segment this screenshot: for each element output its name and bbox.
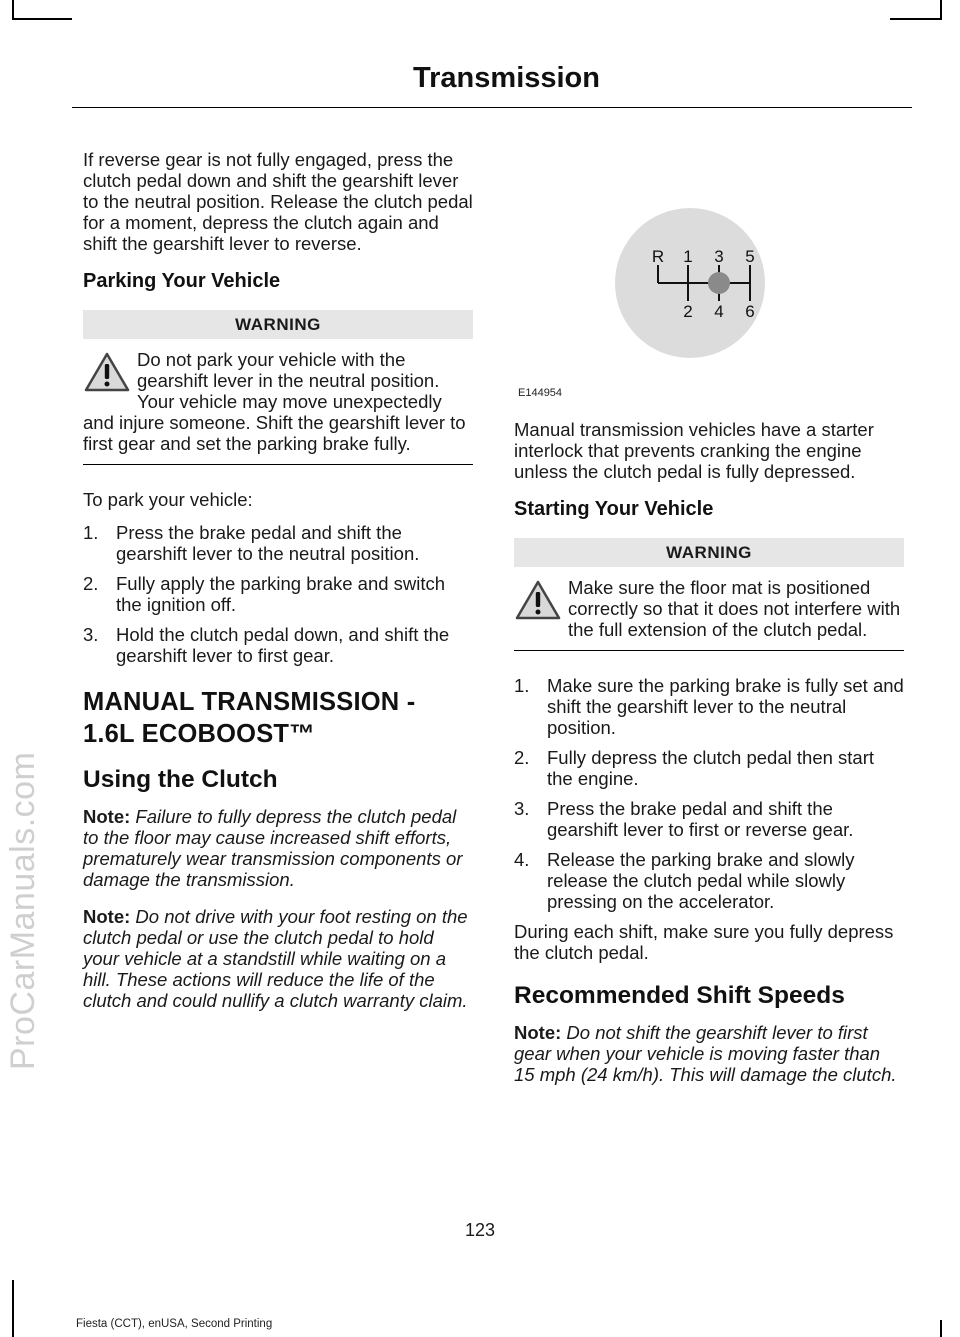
warning-text: Do not park your vehicle with the gearshift lever in the neutral position. Your vehicle may move unexpectedly and injure someone. Shift the gearshift lever to first gear and set the parking brake fully. [83,349,466,454]
crop-mark [890,18,942,20]
list-item: 4. Release the parking brake and slowly release the clutch pedal while slowly pressing on the accelerator. [514,849,855,912]
crop-mark [12,1280,14,1337]
note-paragraph: Note: Do not drive with your foot resting on the clutch pedal or use the clutch pedal to hold your vehicle at a standstill while waiting on a hill. These actions will reduce the life of the clutch and could nullify a clutch warranty claim. [83,906,468,1011]
list-item: 2. Fully depress the clutch pedal then start the engine. [514,747,875,789]
warning-label: WARNING [514,538,904,567]
reverse-gear-paragraph: If reverse gear is not fully engaged, press the clutch pedal down and shift the gearshift lever to the neutral position. Release the clutch pedal for a moment, depress the clutch again and shift the gearshift lever to reverse. [83,149,473,254]
gear-label: 4 [714,302,724,321]
page-header [72,60,912,108]
footer-text: Fiesta (CCT), enUSA, Second Printing [76,1318,273,1330]
gearshift-pattern-figure [514,195,814,405]
starting-heading: Starting Your Vehicle [514,498,714,520]
gear-label: 2 [683,302,693,321]
park-intro: To park your vehicle: [83,489,253,510]
watermark: ProCarManuals.com [4,751,42,1070]
gear-label: 1 [683,247,693,266]
crop-mark [12,0,14,20]
warning-text: Make sure the floor mat is positioned correctly so that it does not interfere with the full extension of the clutch pedal. [568,577,901,640]
list-item: 2. Fully apply the parking brake and switch the ignition off. [83,573,446,615]
list-item: 3. Press the brake pedal and shift the gearshift lever to first or reverse gear. [514,798,854,840]
note-paragraph: Note: Failure to fully depress the clutch pedal to the floor may cause increased shift efforts, prematurely wear transmission components or damage the transmission. [83,806,463,890]
warning-box [514,577,904,651]
warning-box [83,349,473,465]
start-steps-list [514,675,904,912]
gear-label: 5 [745,247,755,266]
gear-label: R [651,247,665,266]
gear-label: 3 [714,247,724,266]
list-item: 1. Make sure the parking brake is fully set and shift the gearshift lever to the neutral position. [514,675,904,738]
right-column [514,419,904,1102]
list-item: 3. Hold the clutch pedal down, and shift the gearshift lever to first gear. [83,624,450,666]
parking-heading: Parking Your Vehicle [83,270,281,292]
warning-triangle-icon [83,351,131,393]
list-item: 1. Press the brake pedal and shift the gearshift lever to the neutral position. [83,522,420,564]
page-title: Transmission [413,62,600,94]
gearshift-diagram [514,195,814,385]
gear-label: 6 [745,302,755,321]
figure-code: E144954 [518,387,563,399]
warning-triangle-icon [514,579,562,621]
park-steps-list [83,522,473,666]
section-heading: MANUAL TRANSMISSION - 1.6L ECOBOOST™ [83,688,416,748]
crop-mark [940,1320,942,1337]
clutch-heading: Using the Clutch [83,766,278,793]
shift-speeds-heading: Recommended Shift Speeds [514,982,845,1009]
shift-paragraph: During each shift, make sure you fully depress the clutch pedal. [514,921,894,963]
crop-mark [12,18,72,20]
warning-label: WARNING [83,310,473,339]
note-paragraph: Note: Do not shift the gearshift lever to first gear when your vehicle is moving faster than 15 mph (24 km/h). This will damage the clutch. [514,1022,897,1085]
left-column [83,149,473,1028]
page-number: 123 [464,1220,496,1240]
crop-mark [940,0,942,20]
interlock-paragraph: Manual transmission vehicles have a starter interlock that prevents cranking the engine unless the clutch pedal is fully depressed. [514,419,874,482]
